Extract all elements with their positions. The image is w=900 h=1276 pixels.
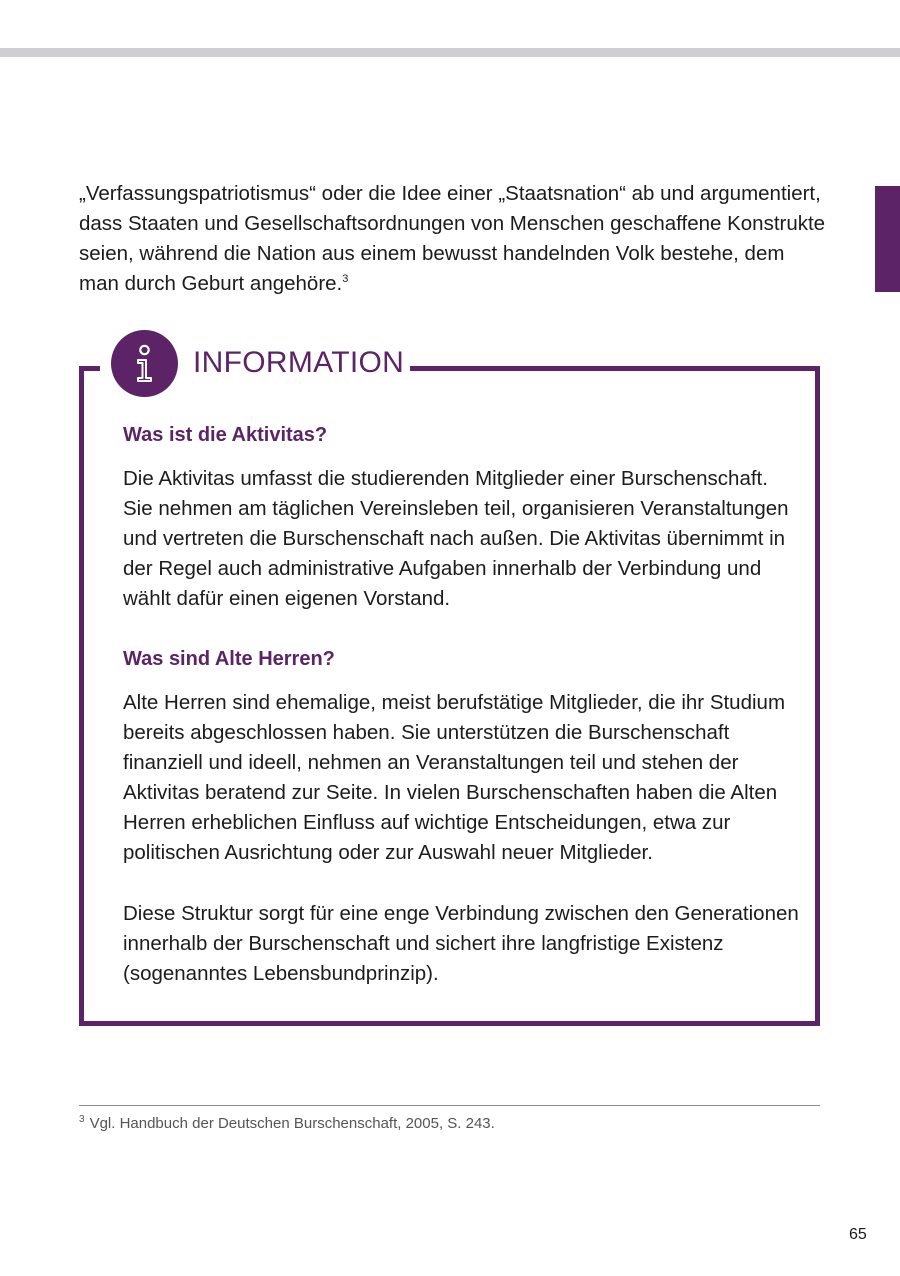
section-body-aktivitas: Die Aktivitas umfasst die studierenden Mitglieder einer Burschenschaft. Sie nehmen am täglichen Vereinsleben teil, organisieren Veranstaltungen und vertreten die Burschenschaft nach außen. Die Aktivitas übernimmt in der Regel auch administrative Aufgaben innerhalb der Verbindung und wählt dafür einen eigenen Vorstand. [123,467,789,610]
footnote-text: Vgl. Handbuch der Deutschen Burschenschaft, 2005, S. 243. [89,1115,495,1132]
footnote [79,1114,819,1134]
section-heading-aktivitas: Was ist die Aktivitas? [123,424,328,446]
info-icon [111,330,178,397]
footnote-number: 3 [79,1114,85,1125]
information-title: INFORMATION [193,346,405,379]
footnote-divider [79,1105,820,1106]
closing-paragraph: Diese Struktur sorgt für eine enge Verbindung zwischen den Generationen innerhalb der Burschenschaft und sichert ihre langfristige Existenz (sogenanntes Lebensbundprinzip). [123,902,799,985]
page-number: 65 [849,1226,867,1243]
header-rule [0,48,900,57]
section-heading-alte-herren: Was sind Alte Herren? [123,648,335,670]
section-body-alte-herren: Alte Herren sind ehemalige, meist berufstätige Mitglieder, die ihr Studium bereits abgeschlossen haben. Sie unterstützen die Burschenschaft finanziell und ideell, nehmen an Veranstaltungen teil und stehen der Aktivitas beratend zur Seite. In vielen Burschenschaften haben die Alten Herren erheblichen Einfluss auf wichtige Entscheidungen, etwa zur politischen Ausrichtung oder zur Auswahl neuer Mitglieder. [123,691,786,864]
chapter-side-tab [875,186,900,292]
footnote-reference: 3 [342,273,349,286]
intro-text: „Verfassungspatriotismus“ oder die Idee einer „Staatsnation“ ab und argumentiert, dass Staaten und Gesellschaftsordnungen von Menschen geschaffene Konstrukte seien, während die Nation aus einem bewusst handelnden Volk bestehe, dem man durch Geburt angehöre. [79,182,826,295]
intro-paragraph [79,179,829,299]
